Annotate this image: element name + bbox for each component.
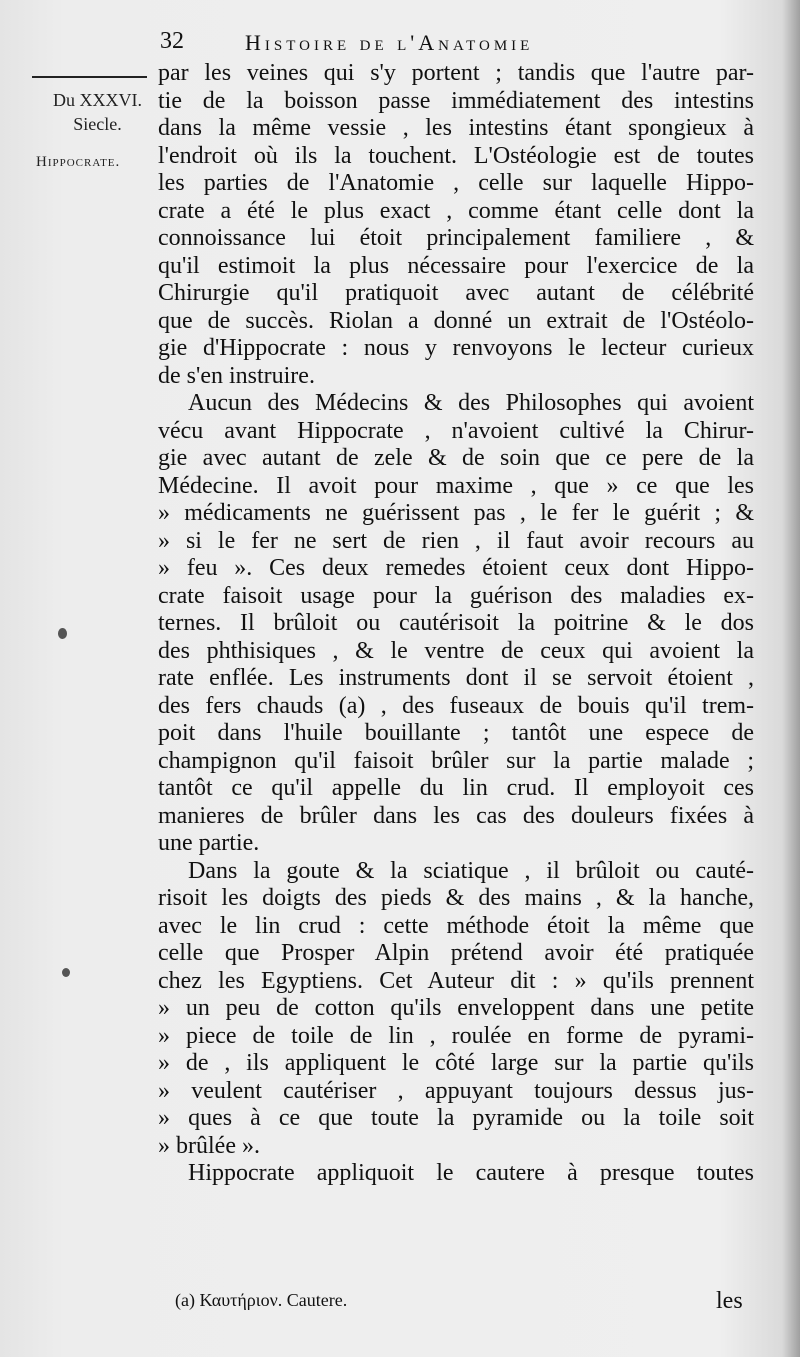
text-line: que de succès. Riolan a donné un extrait de l'Ostéolo- [158, 307, 754, 334]
text-line: ternes. Il brûloit ou cautérisoit la poitrine & le dos [158, 610, 754, 636]
text-line: » veulent cautériser , appuyant toujours dessus jus- [158, 1077, 754, 1104]
catchword: les [716, 1288, 743, 1314]
text-line: Chirurgie qu'il pratiquoit avec autant de célébrité [158, 280, 754, 306]
text-line: poit dans l'huile bouillante ; tantôt une espece de [158, 720, 754, 746]
text-line: » feu ». Ces deux remedes étoient ceux dont Hippo- [158, 555, 754, 581]
text-line: » un peu de cotton qu'ils enveloppent dans une petite [158, 995, 754, 1021]
text-line: gie d'Hippocrate : nous y renvoyons le lecteur curieux [158, 335, 754, 361]
text-line: crate faisoit usage pour la guérison des maladies ex- [158, 582, 754, 609]
text-line: une partie. [158, 830, 260, 856]
text-line: Aucun des Médecins & des Philosophes qui avoient [188, 390, 754, 416]
text-line: des phthisiques , & le ventre de ceux qui avoient la [158, 637, 754, 664]
text-line: crate a été le plus exact , comme étant celle dont la [158, 197, 754, 224]
text-line: vécu avant Hippocrate , n'avoient cultivé la Chirur- [158, 417, 754, 444]
text-line: les parties de l'Anatomie , celle sur laquelle Hippo- [158, 170, 754, 196]
text-line: des fers chauds (a) , des fuseaux de bouis qu'il trem- [158, 692, 754, 719]
text-line: rate enflée. Les instruments dont il se servoit étoient , [158, 665, 754, 691]
text-line: tantôt ce qu'il appelle du lin crud. Il employoit ces [158, 775, 754, 801]
text-line: Médecine. Il avoit pour maxime , que » ce que les [158, 472, 754, 499]
text-line: Hippocrate appliquoit le cautere à presque toutes [188, 1160, 754, 1186]
page-header [160, 28, 760, 58]
text-line: champignon qu'il faisoit brûler sur la partie malade ; [158, 747, 754, 774]
text-line: celle que Prosper Alpin prétend avoir été pratiquée [158, 940, 754, 966]
text-line: » si le fer ne sert de rien , il faut avoir recours au [158, 527, 754, 554]
text-line: » ques à ce que toute la pyramide ou la toile soit [158, 1105, 754, 1131]
margin-rule [32, 76, 147, 78]
margin-note-century: Du XXXVI. Siecle. [53, 90, 142, 134]
text-line: gie avec autant de zele & de soin que ce pere de la [158, 445, 754, 471]
text-line: Dans la goute & la sciatique , il brûloit ou cauté- [188, 857, 754, 884]
text-line: avec le lin crud : cette méthode étoit la même que [158, 912, 754, 939]
body-text [158, 60, 754, 1188]
ink-speck [62, 968, 70, 977]
text-line: risoit les doigts des pieds & des mains , & la hanche, [158, 885, 754, 911]
text-line: connoissance lui étoit principalement familiere , & [158, 225, 754, 251]
footnote: (a) Καυτήριον. Cautere. [175, 1290, 348, 1310]
running-title: Histoire de l'Anatomie [245, 30, 534, 55]
text-line: de s'en instruire. [158, 362, 315, 389]
page-number: 32 [160, 28, 184, 54]
text-line: dans la même vessie , les intestins étant spongieux à [158, 115, 754, 141]
text-line: » de , ils appliquent le côté large sur la partie qu'ils [158, 1050, 754, 1076]
page-gutter-shadow [782, 0, 800, 1357]
text-line: par les veines qui s'y portent ; tandis que l'autre par- [158, 60, 754, 86]
text-line: » piece de toile de lin , roulée en forme de pyrami- [158, 1022, 754, 1049]
text-line: qu'il estimoit la plus nécessaire pour l'exercice de la [158, 252, 754, 279]
text-line: tie de la boisson passe immédiatement des intestins [158, 87, 754, 114]
text-line: manieres de brûler dans les cas des douleurs fixées à [158, 802, 754, 829]
text-line: chez les Egyptiens. Cet Auteur dit : » qu'ils prennent [158, 967, 754, 994]
text-line: » brûlée ». [158, 1132, 260, 1159]
text-line: » médicaments ne guérissent pas , le fer le guérit ; & [158, 500, 754, 526]
ink-speck [58, 628, 67, 639]
text-line: l'endroit où ils la touchent. L'Ostéologie est de toutes [158, 142, 754, 169]
margin-note-name: Hippocrate. [36, 154, 121, 170]
